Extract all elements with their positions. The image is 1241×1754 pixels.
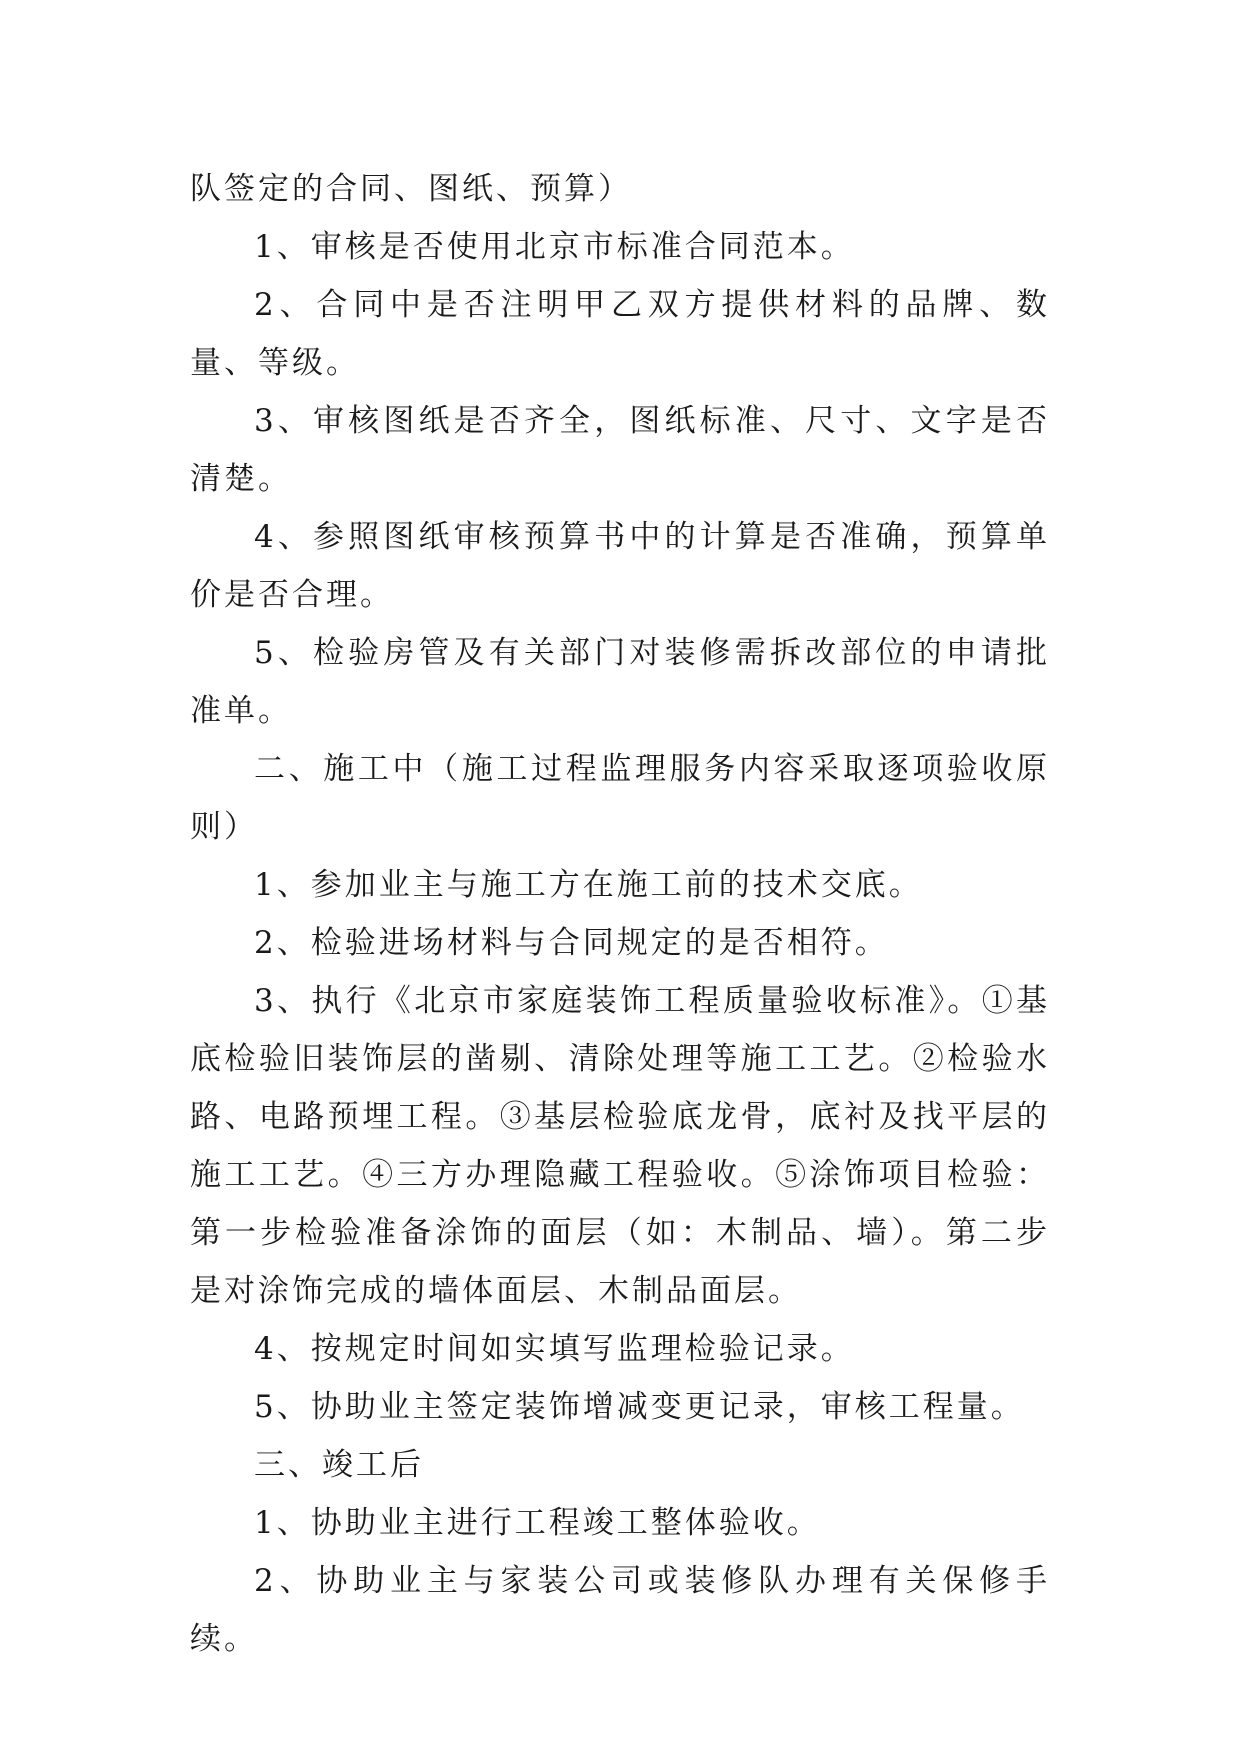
- paragraph-11: 5、协助业主签定装饰增减变更记录，审核工程量。: [254, 1389, 1025, 1425]
- paragraph-8: 2、检验进场材料与合同规定的是否相符。: [254, 925, 889, 961]
- section-heading-during-construction: 二、施工中（施工过程监理服务内容采取逐项验收原则）: [190, 751, 1050, 845]
- paragraph-10: 4、按规定时间如实填写监理检验记录。: [254, 1331, 855, 1367]
- section-heading-after-completion: 三、竣工后: [254, 1447, 424, 1483]
- paragraph-7: 1、参加业主与施工方在施工前的技术交底。: [254, 867, 923, 903]
- paragraph-14: 2、协助业主与家装公司或装修队办理有关保修手续。: [190, 1563, 1050, 1657]
- paragraph-0: 队签定的合同、图纸、预算）: [190, 171, 632, 207]
- paragraph-13: 1、协助业主进行工程竣工整体验收。: [254, 1505, 821, 1541]
- paragraph-3: 3、审核图纸是否齐全，图纸标准、尺寸、文字是否清楚。: [190, 403, 1050, 497]
- paragraph-2: 2、合同中是否注明甲乙双方提供材料的品牌、数量、等级。: [190, 287, 1050, 381]
- paragraph-4: 4、参照图纸审核预算书中的计算是否准确，预算单价是否合理。: [190, 519, 1050, 613]
- document-body: [190, 160, 1050, 1668]
- paragraph-9: 3、执行《北京市家庭装饰工程质量验收标准》。①基底检验旧装饰层的凿剔、清除处理等施工工艺。②检验水路、电路预埋工程。③基层检验底龙骨，底衬及找平层的施工工艺。④三方办理隐藏工程验收。⑤涂饰项目检验：第一步检验准备涂饰的面层（如：木制品、墙）。第二步是对涂饰完成的墙体面层、木制品面层。: [190, 983, 1050, 1309]
- paragraph-1: 1、审核是否使用北京市标准合同范本。: [254, 229, 855, 265]
- paragraph-5: 5、检验房管及有关部门对装修需拆改部位的申请批准单。: [190, 635, 1050, 729]
